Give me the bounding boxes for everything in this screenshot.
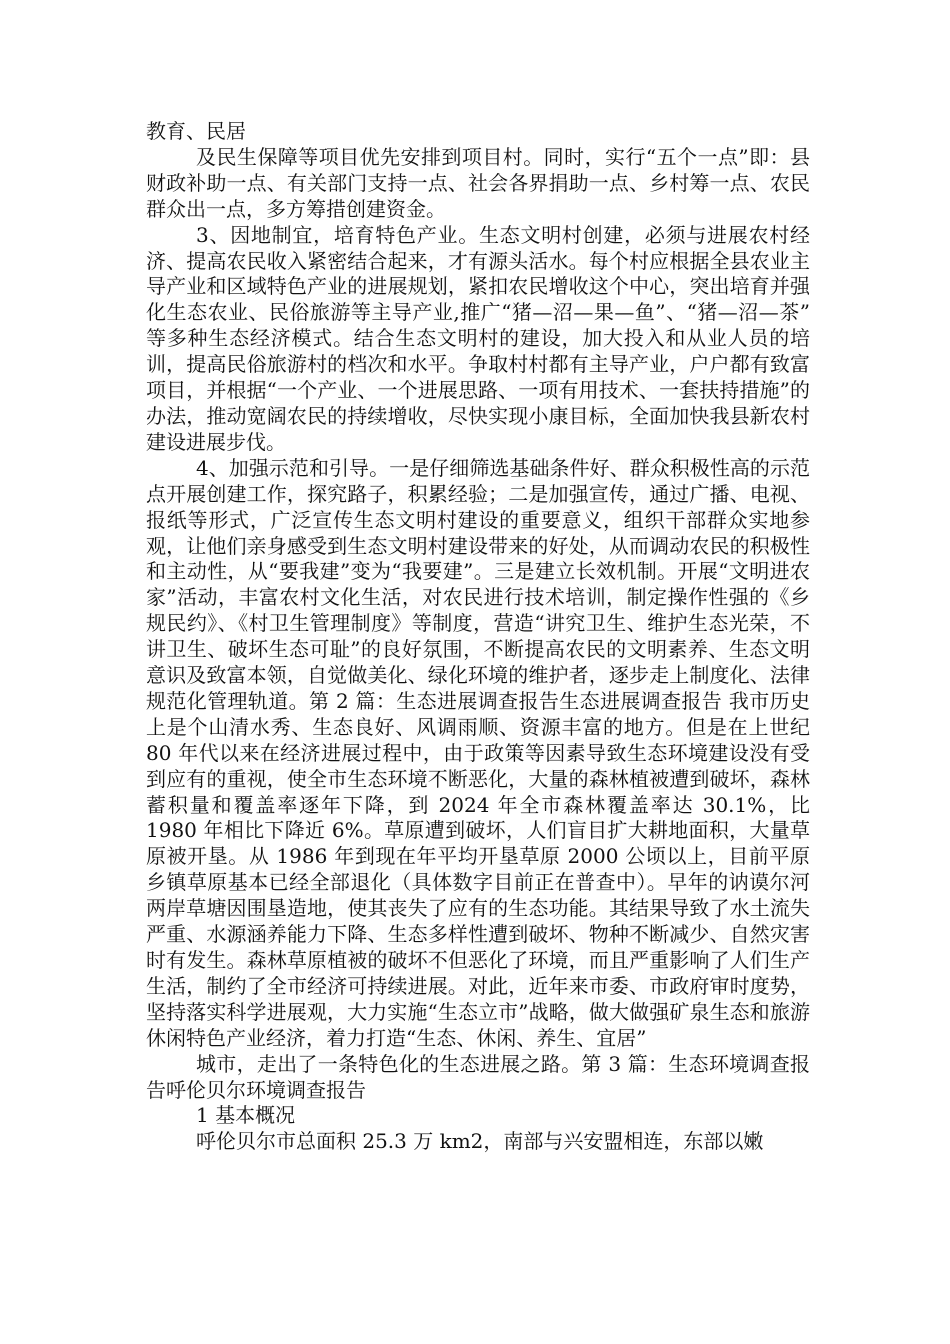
paragraph-6: 呼伦贝尔市总面积 25.3 万 km2，南部与兴安盟相连，东部以嫩: [196, 1129, 764, 1154]
document-body: [146, 119, 810, 1155]
paragraph-2: 及民生保障等项目优先安排到项目村。同时，实行“五个一点”即：县财政补助一点、有关部门支持一点、社会各界捐助一点、乡村筹一点、农民群众出一点，多方筹措创建资金。: [146, 144, 810, 221]
paragraph-5: 城市，走出了一条特色化的生态进展之路。第 3 篇：生态环境调查报告呼伦贝尔环境调查报告: [146, 1051, 810, 1102]
section-heading: 1 基本概况: [196, 1103, 296, 1128]
paragraph-3: 3、因地制宜，培育特色产业。生态文明村创建，必须与进展农村经济、提高农民收入紧密结合起来，才有源头活水。每个村应根据全县农业主导产业和区域特色产业的进展规划，紧扣农民增收这个中心，突出培育并强化生态农业、民俗旅游等主导产业,推广“猪—沼—果—鱼”、“猪—沼—茶” 等多种生态经济模式。结合生态文明村的建设，加大投入和从业人员的培训，提高民俗旅游村的档次和水平。争取村村都有主导产业，户户都有致富项目，并根据“一个产业、一个进展思路、一项有用技术、一套扶持措施”的办法，推动宽阔农民的持续增收，尽快实现小康目标，全面加快我县新农村建设进展步伐。: [146, 222, 810, 454]
paragraph-4: 4、加强示范和引导。一是仔细筛选基础条件好、群众积极性高的示范点开展创建工作，探究路子，积累经验；二是加强宣传，通过广播、电视、报纸等形式，广泛宣传生态文明村建设的重要意义，组织干部群众实地参观，让他们亲身感受到生态文明村建设带来的好处，从而调动农民的积极性和主动性，从“要我建”变为“我要建”。三是建立长效机制。开展“文明进农家”活动，丰富农村文化生活，对农民进行技术培训，制定操作性强的《乡规民约》、《村卫生管理制度》等制度，营造“讲究卫生、维护生态光荣，不讲卫生、破坏生态可耻”的良好氛围，不断提高农民的文明素养、生态文明意识及致富本领，自觉做美化、绿化环境的维护者，逐步走上制度化、法律规范化管理轨道。第 2 篇：生态进展调查报告生态进展调查报告 我市历史上是个山清水秀、生态良好、风调雨顺、资源丰富的地方。但是在上世纪 80 年代以来在经济进展过程中，由于政策等因素导致生态环境建设没有受到应有的重视，使全市生态环境不断恶化，大量的森林植被遭到破坏，森林蓄积量和覆盖率逐年下降，到 2024 年全市森林覆盖率达 30.1%，比 1980 年相比下降近 6%。草原遭到破坏，人们盲目扩大耕地面积，大量草原被开垦。从 1986 年到现在年平均开垦草原 2000 公顷以上，目前平原乡镇草原基本已经全部退化（具体数字目前正在普查中）。早年的讷谟尔河两岸草塘因围垦造地，使其丧失了应有的生态功能。其结果导致了水土流失严重、水源涵养能力下降、生态多样性遭到破坏、物种不断减少、自然灾害时有发生。森林草原植被的破坏不但恶化了环境，而且严重影响了人们生产生活，制约了全市经济可持续进展。对此，近年来市委、市政府审时度势，坚持落实科学进展观，大力实施“生态立市”战略，做大做强矿泉生态和旅游休闲特色产业经济，着力打造“生态、休闲、养生、宜居”: [146, 455, 810, 1050]
paragraph-1: 教育、民居: [146, 119, 246, 143]
